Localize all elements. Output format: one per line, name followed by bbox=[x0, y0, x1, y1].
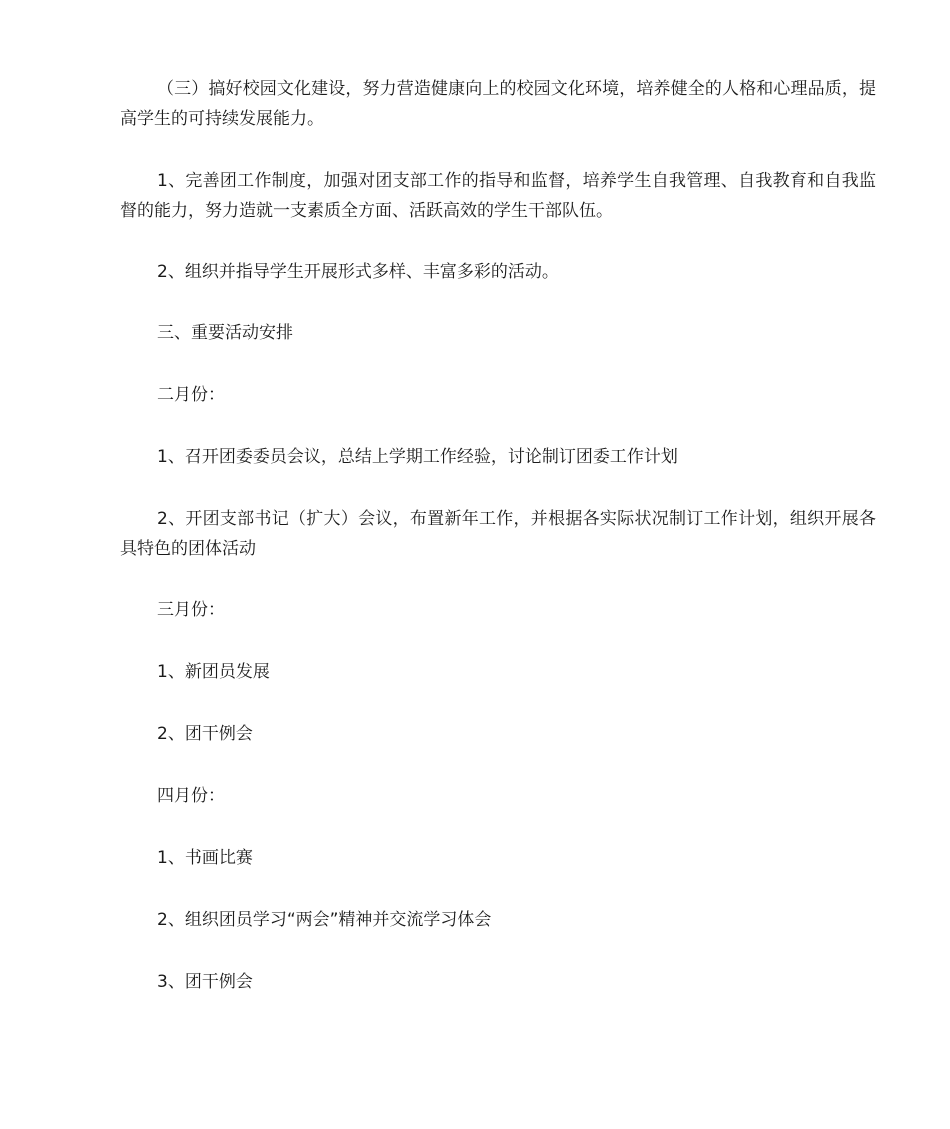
paragraph-campus-culture: （三）搞好校园文化建设，努力营造健康向上的校园文化环境，培养健全的人格和心理品质，提高学生的可持续发展能力。 bbox=[120, 79, 876, 129]
section-heading-activity-schedule: 三、重要活动安排 bbox=[157, 323, 293, 343]
paragraph-item-1-work-system: 1、完善团工作制度，加强对团支部工作的指导和监督，培养学生自我管理、自我教育和自我监督的能力，努力造就一支素质全方面、活跃高效的学生干部队伍。 bbox=[120, 171, 876, 221]
list-item: 2、团干例会 bbox=[157, 724, 253, 744]
list-item: 2、开团支部书记（扩大）会议，布置新年工作，并根据各实际状况制订工作计划，组织开展各具特色的团体活动 bbox=[120, 509, 876, 559]
list-item: 1、召开团委委员会议，总结上学期工作经验，讨论制订团委工作计划 bbox=[157, 447, 678, 467]
paragraph-item-2-activities: 2、组织并指导学生开展形式多样、丰富多彩的活动。 bbox=[157, 262, 559, 282]
list-item: 2、组织团员学习“两会”精神并交流学习体会 bbox=[157, 910, 492, 930]
list-item: 1、新团员发展 bbox=[157, 662, 270, 682]
month-heading-april: 四月份： bbox=[157, 786, 225, 806]
list-item: 1、书画比赛 bbox=[157, 848, 253, 868]
month-heading-february: 二月份： bbox=[157, 385, 225, 405]
list-item: 3、团干例会 bbox=[157, 972, 253, 992]
month-heading-march: 三月份： bbox=[157, 600, 225, 620]
